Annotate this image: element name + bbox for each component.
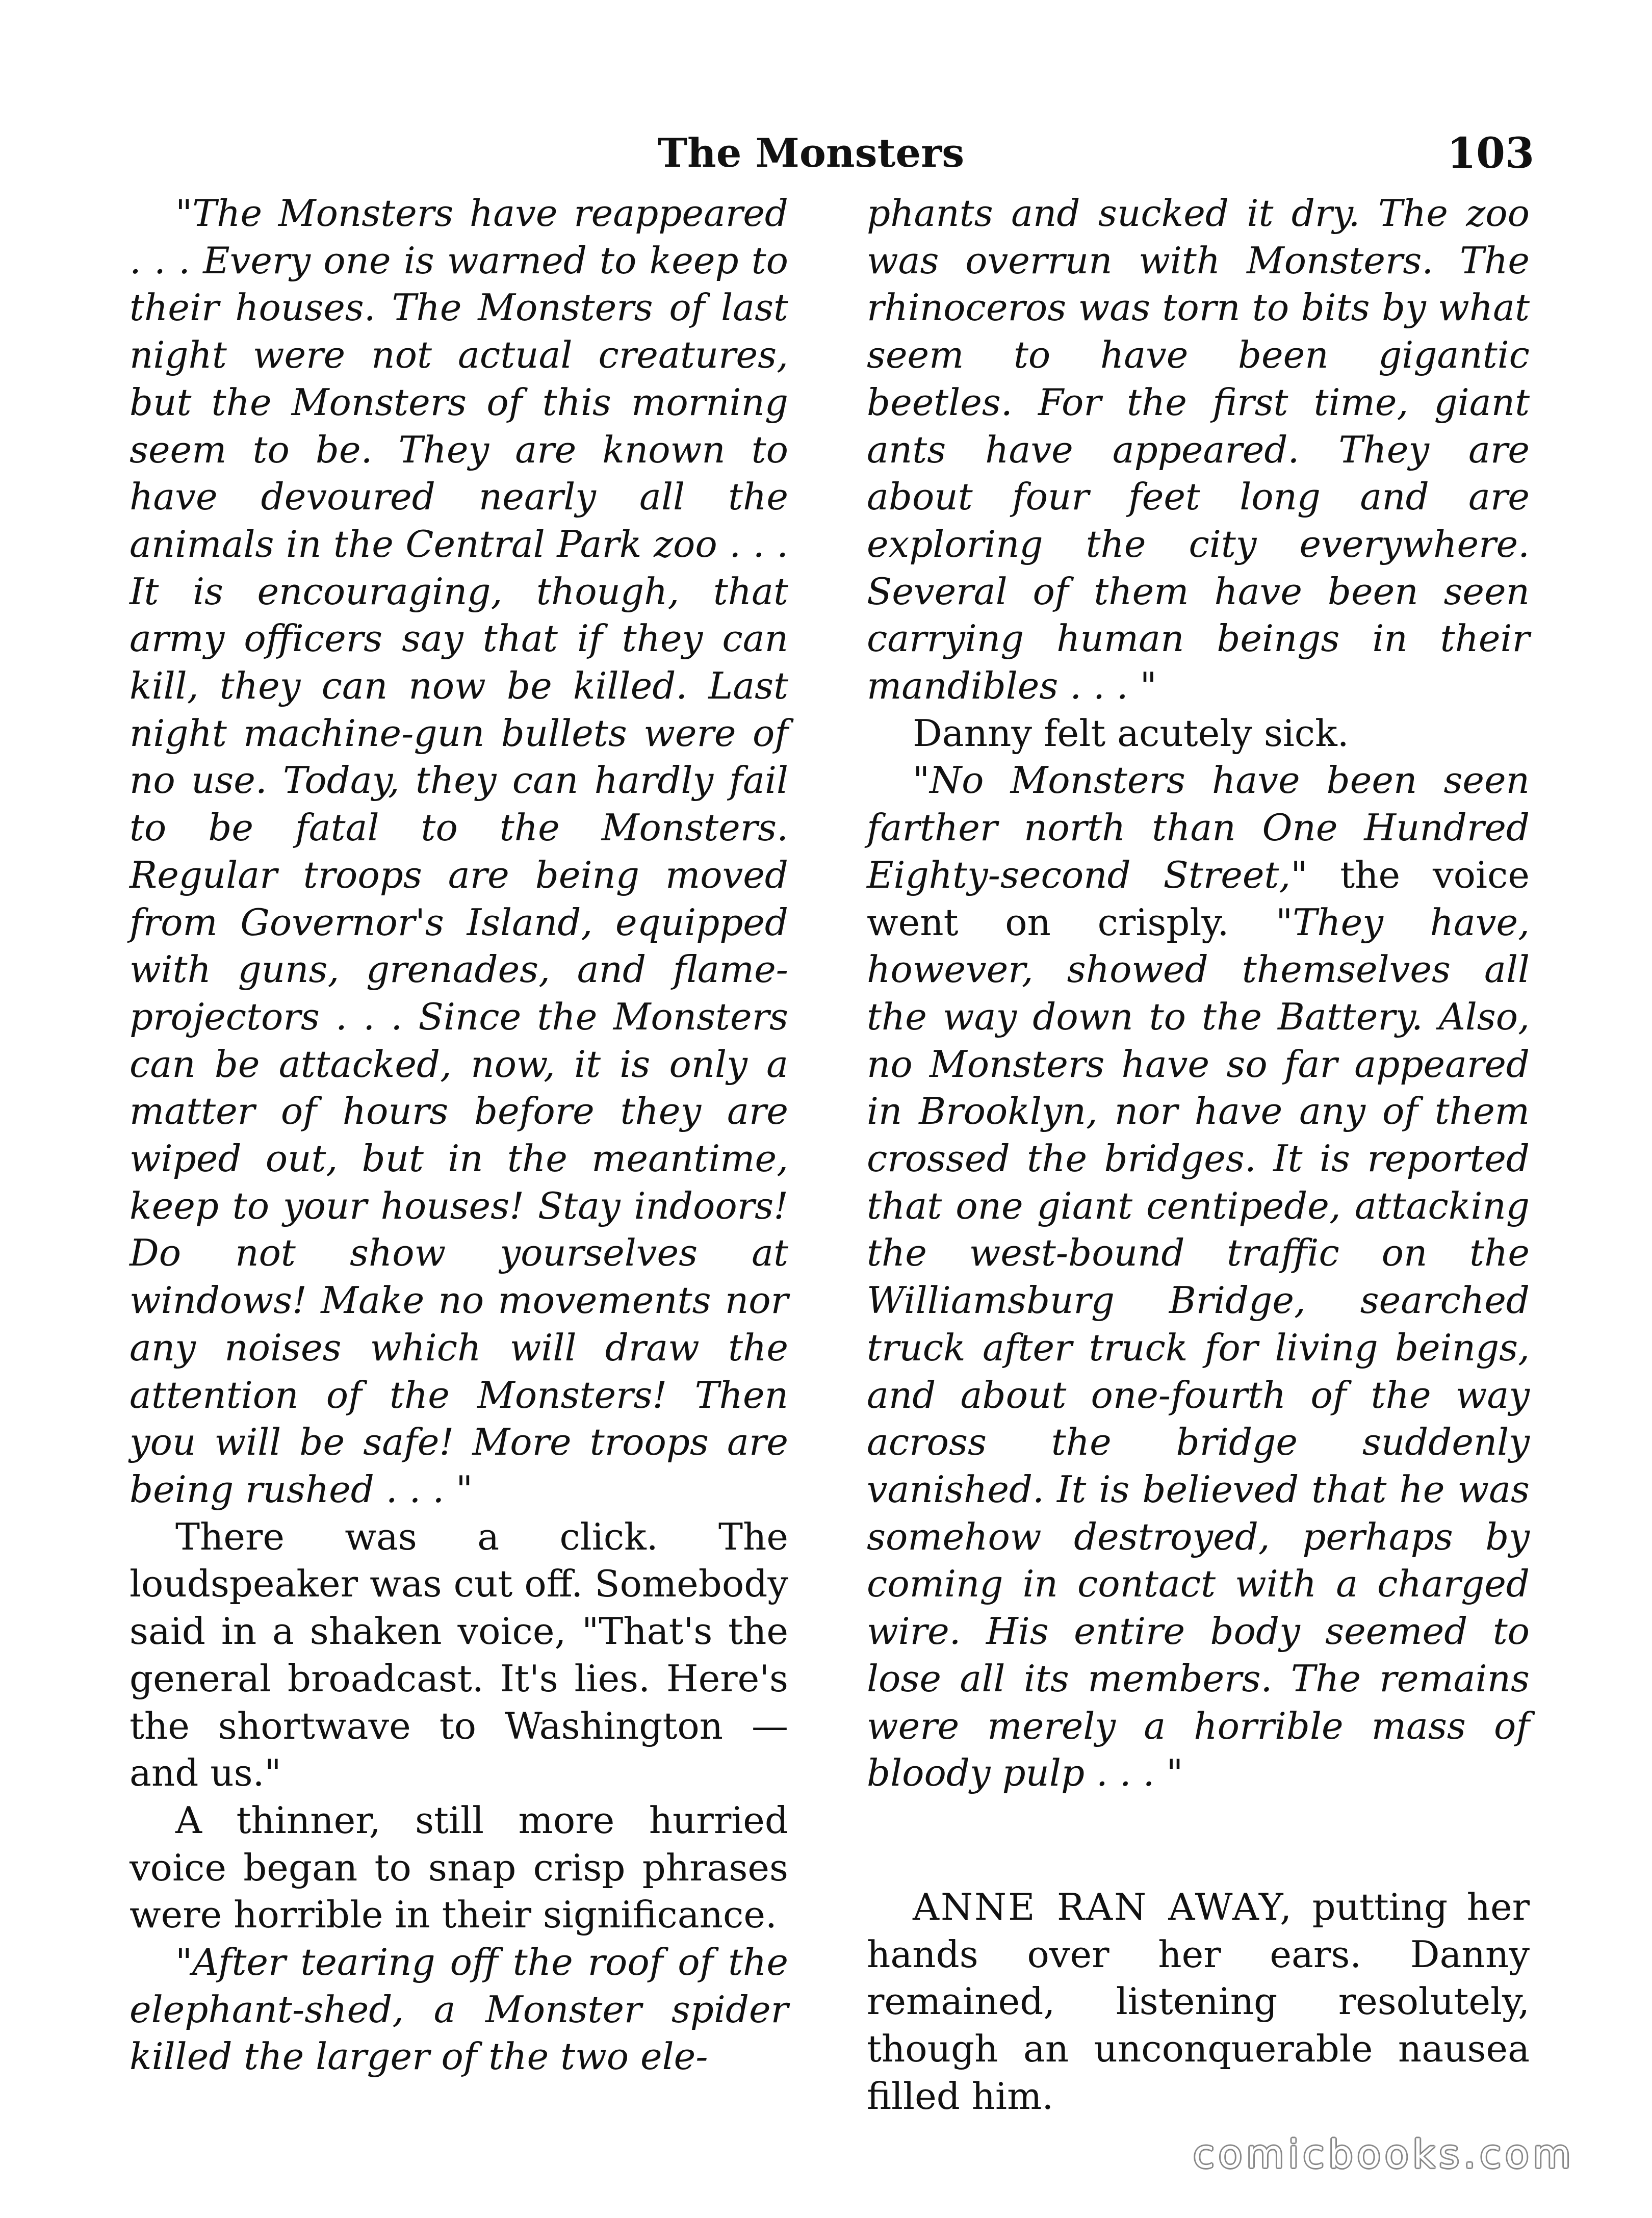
section-lead-in: ANNE RAN AWAY, — [913, 1885, 1294, 1928]
watermark-logo: comicbooks.com — [1193, 2131, 1575, 2177]
narrative-paragraph-danny-sick: Danny felt acutely sick. — [913, 711, 1349, 755]
broadcast-quote-north: "No Monsters have been seen farther north than One Hundred Eighty-second Street," — [867, 759, 1530, 896]
left-column — [130, 190, 788, 2080]
narrative-paragraph-voice: A thinner, still more hurried voice began to snap crisp phrases were horrible in their significance. — [130, 1798, 788, 1937]
narrative-aside: the voice went on crisply. — [867, 853, 1530, 944]
page-number: 103 — [1447, 129, 1535, 178]
running-header-title: The Monsters — [658, 130, 965, 176]
broadcast-paragraph-2-start: "After tearing off the roof of the elephant-shed, a Monster spider killed the larger of the two ele- — [130, 1941, 788, 2078]
section-paragraph-text: putting her hands over her ears. Danny remained, listening resolutely, though an unconquerable nausea filled him. — [867, 1885, 1530, 2118]
broadcast-quote-bridges: "They have, however, showed themselves all the way down to the Battery. Also, no Monsters have so far appeared in Brooklyn, nor have any of them crossed the bridges. It is reported that one giant centipede, attacking the west-bound traffic on the Williamsburg Bridge, searched truck after truck for living beings, and about one-fourth of the way across the bridge suddenly vanished. It is believed that he was somehow destroyed, perhaps by coming in contact with a charged wire. His entire body seemed to lose all its members. The remains were merely a horrible mass of bloody pulp . . . " — [867, 900, 1530, 1795]
broadcast-paragraph-2-continued: phants and sucked it dry. The zoo was overrun with Monsters. The rhinoceros was torn to bits by what seem to have been gigantic beetles. For the first time, giant ants have appeared. They are about four feet long and are exploring the city everywhere. Several of them have been seen carrying human beings in their mandibles . . . " — [867, 192, 1530, 708]
right-column — [867, 190, 1530, 2120]
narrative-paragraph-click: There was a click. The loudspeaker was cut off. Somebody said in a shaken voice, "That's the general broadcast. It's lies. Here's the shortwave to Washington — and us." — [130, 1515, 788, 1795]
section-paragraph-anne — [867, 1884, 1530, 2120]
broadcast-paragraph-1: "The Monsters have reappeared . . . Every one is warned to keep to their houses. The Monsters of last night were not actual creatures, but the Monsters of this morning seem to be. They are known to have devoured nearly all the animals in the Central Park zoo . . . It is encouraging, though, that army officers say that if they can kill, they can now be killed. Last night machine-gun bullets were of no use. Today, they can hardly fail to be fatal to the Monsters. Regular troops are being moved from Governor's Island, equipped with guns, grenades, and flame-projectors . . . Since the Monsters can be attacked, now, it is only a matter of hours before they are wiped out, but in the meantime, keep to your houses! Stay indoors! Do not show yourselves at windows! Make no movements nor any noises which will draw the attention of the Monsters! Then you will be safe! More troops are being rushed . . . " — [130, 192, 788, 1511]
broadcast-paragraph-3 — [867, 757, 1530, 1796]
